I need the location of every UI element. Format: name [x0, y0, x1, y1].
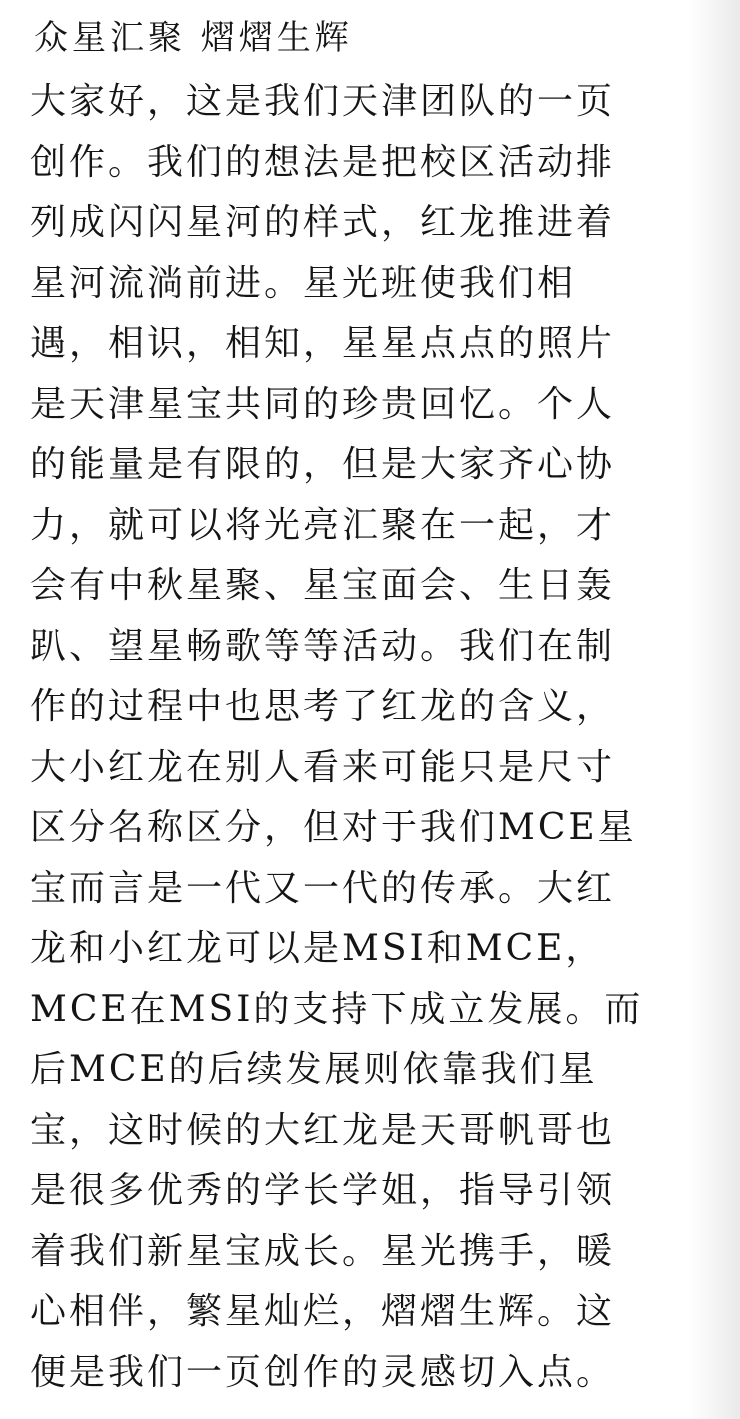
text-line: 星河流淌前进。星光班使我们相 [30, 262, 577, 304]
text-line: 便是我们一页创作的灵感切入点。 [30, 1351, 616, 1393]
text-line: 龙和小红龙可以是MSI和MCE， [30, 928, 605, 969]
text-line: 大家好，这是我们天津团队的一页 [30, 81, 616, 122]
text-line: 趴、望星畅歌等等活动。我们在制 [30, 625, 616, 667]
text-line: 后MCE的后续发展则依靠我们星 [30, 1049, 598, 1090]
text-line: 区分名称区分，但对于我们MCE星 [30, 807, 637, 848]
body-text [30, 72, 710, 1403]
text-line: MCE在MSI的支持下成立发展。而 [30, 988, 644, 1030]
text-line: 列成闪闪星河的样式，红龙推进着 [30, 202, 616, 243]
text-line: 的能量是有限的，但是大家齐心协 [30, 444, 616, 485]
text-line: 遇，相识，相知，星星点点的照片 [30, 323, 616, 364]
text-line: 是天津星宝共同的珍贵回忆。个人 [30, 383, 616, 425]
text-line: 着我们新星宝成长。星光携手，暖 [30, 1230, 616, 1272]
text-line: 宝，这时候的大红龙是天哥帆哥也 [30, 1109, 616, 1151]
text-line: 心相伴，繁星灿烂，熠熠生辉。这 [30, 1291, 616, 1332]
text-line: 宝而言是一代又一代的传承。大红 [30, 867, 616, 909]
text-line: 大小红龙在别人看来可能只是尺寸 [30, 746, 616, 788]
text-line: 作的过程中也思考了红龙的含义， [30, 686, 616, 727]
text-line: 是很多优秀的学长学姐，指导引领 [30, 1170, 616, 1211]
text-line: 力，就可以将光亮汇聚在一起，才 [30, 504, 616, 546]
text-line: 创作。我们的想法是把校区活动排 [30, 141, 616, 183]
text-line: 会有中秋星聚、星宝面会、生日轰 [30, 565, 616, 606]
page-title: 众星汇聚 熠熠生辉 [34, 18, 353, 58]
